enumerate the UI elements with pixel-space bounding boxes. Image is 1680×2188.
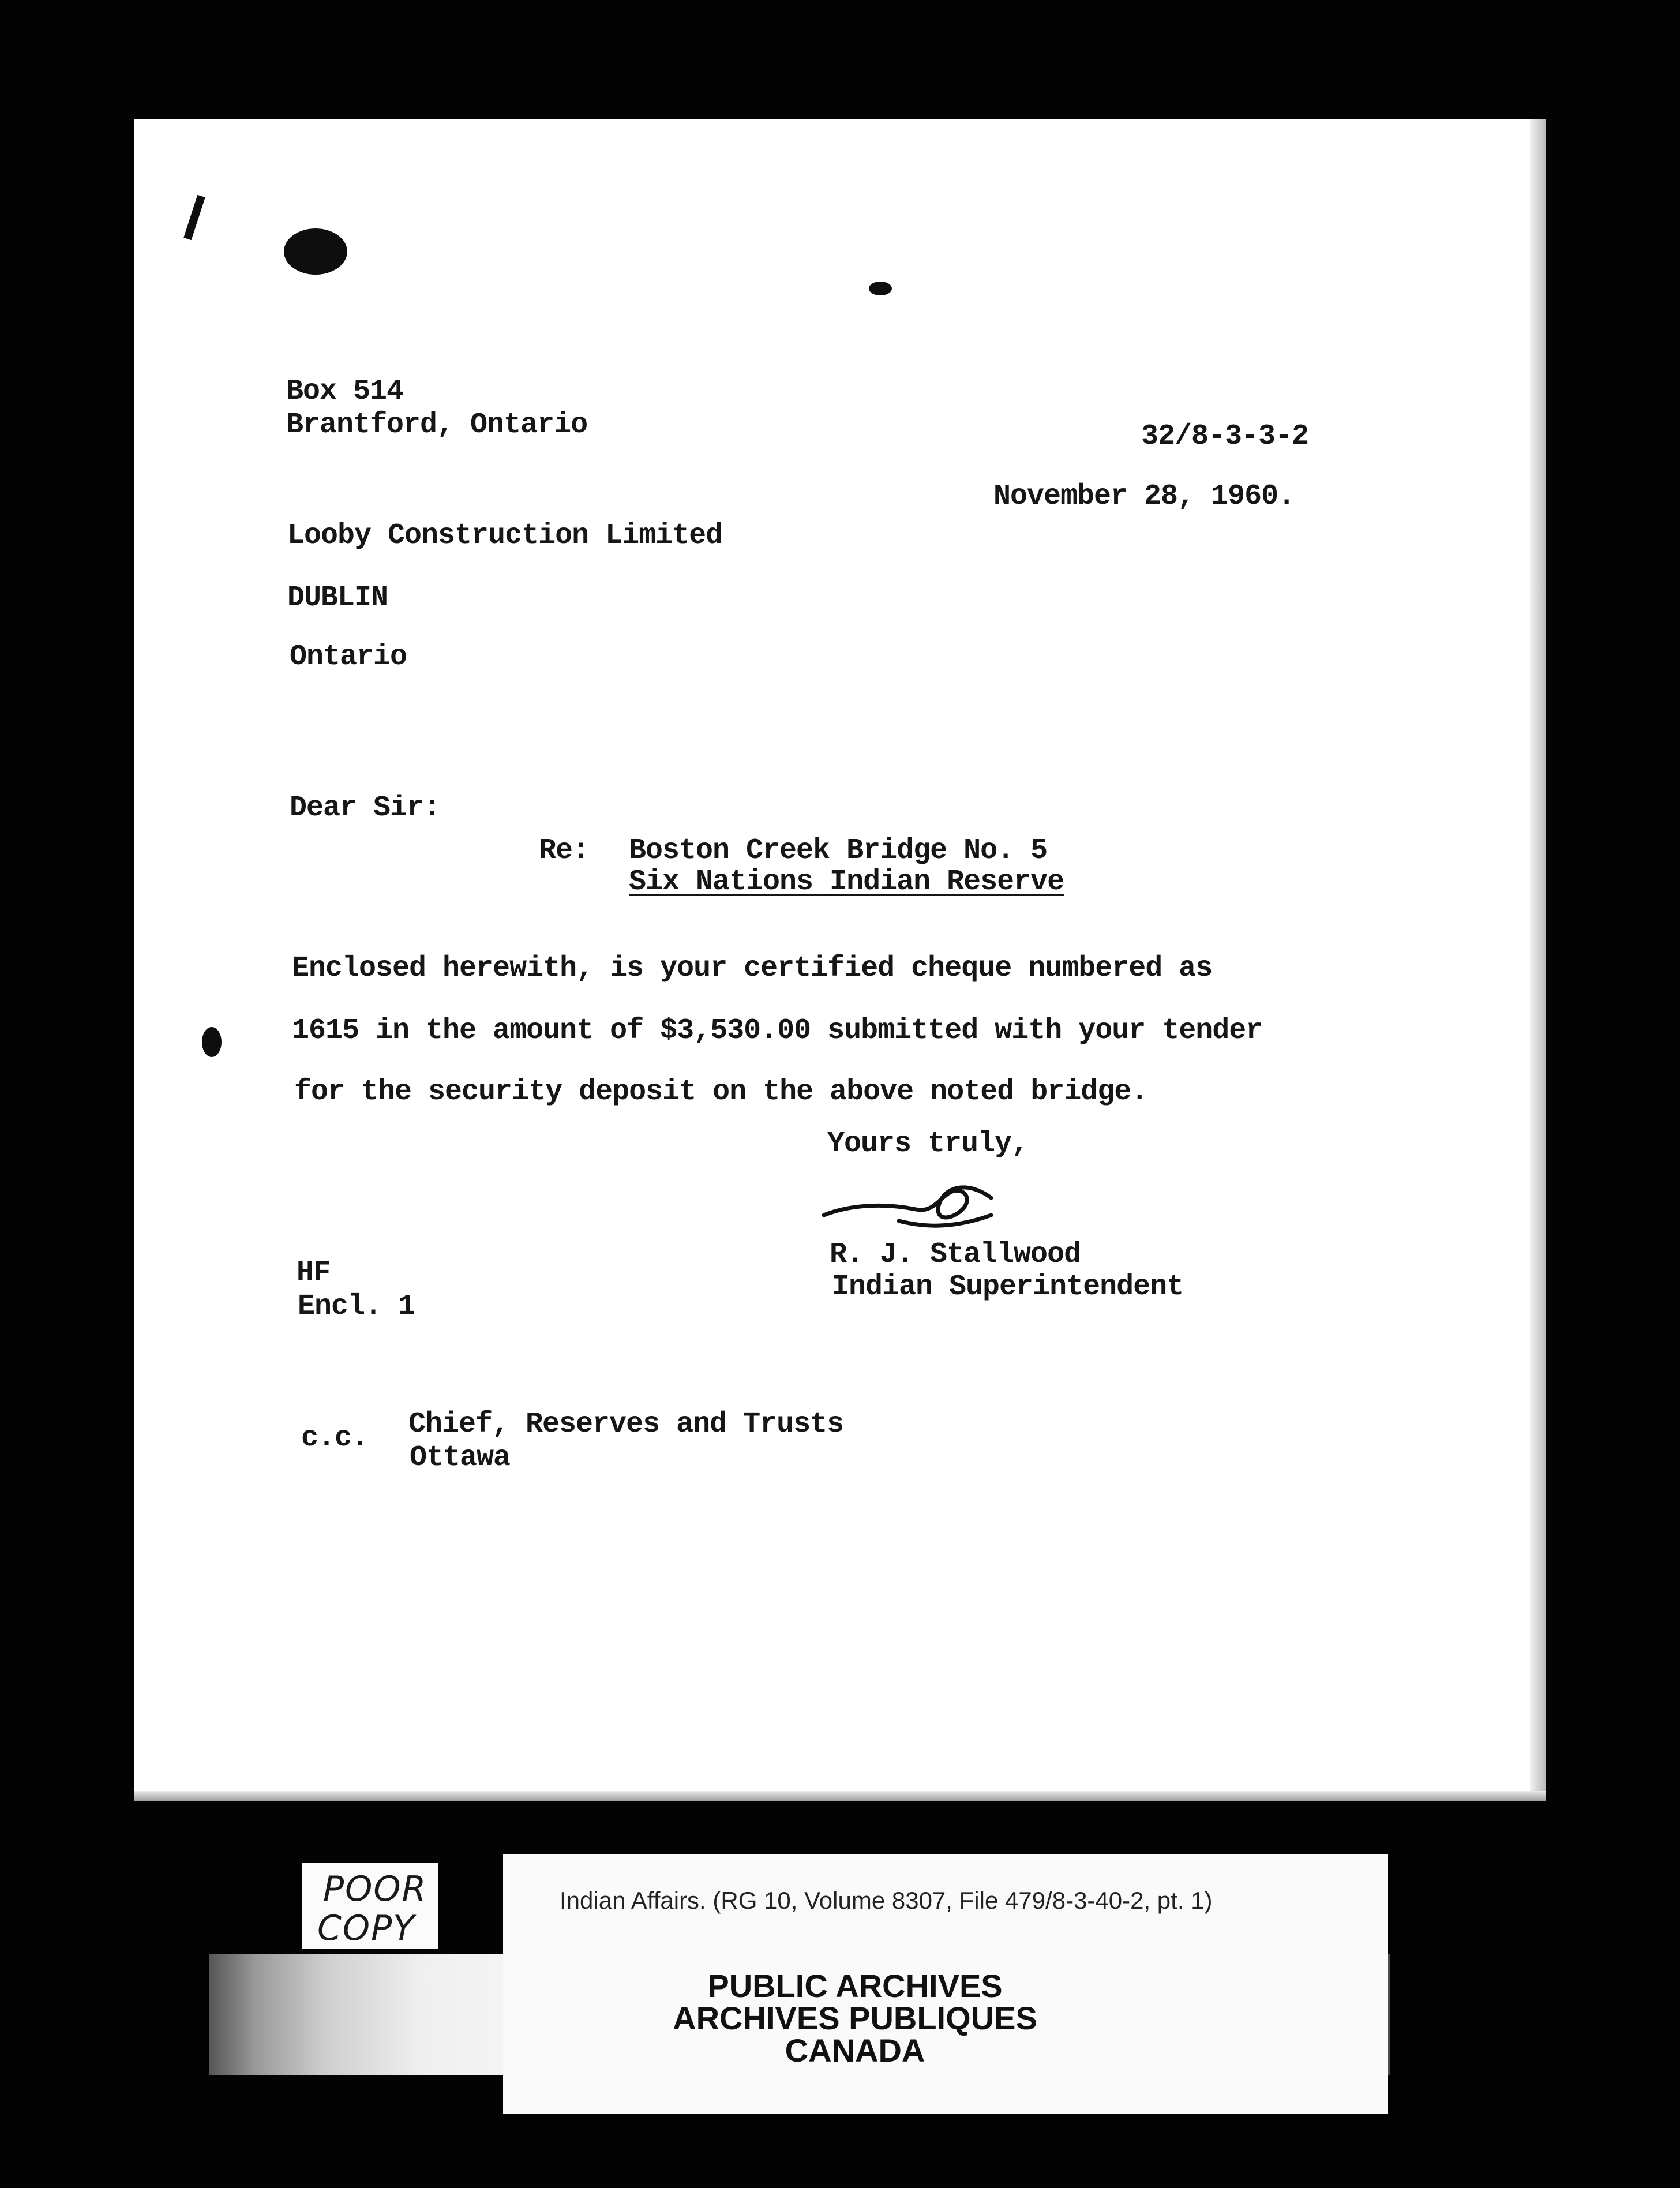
re-label: Re: (539, 834, 590, 867)
return-address-line-1: Box 514 (286, 375, 404, 408)
cc-label: c.c. (301, 1422, 369, 1455)
page-edge-shadow (1530, 119, 1546, 1801)
letter-page (134, 119, 1546, 1801)
signatory-name: R. J. Stallwood (830, 1238, 1081, 1271)
enclosure-note: Encl. 1 (298, 1290, 415, 1323)
signatory-title: Indian Superintendent (832, 1271, 1184, 1303)
file-number: 32/8-3-3-2 (1141, 420, 1309, 453)
archive-stamp-line-2: ARCHIVES PUBLIQUES (673, 2000, 1037, 2036)
archive-stamp-line-1: PUBLIC ARCHIVES (707, 1968, 1003, 2004)
ink-blot-top-left (284, 228, 347, 275)
cc-line-1: Chief, Reserves and Trusts (408, 1408, 844, 1441)
letter-date: November 28, 1960. (993, 480, 1295, 513)
page-bottom-edge (134, 1791, 1546, 1801)
ink-blot-top-center (869, 282, 892, 295)
ink-dot-margin (202, 1027, 222, 1057)
cc-line-2: Ottawa (410, 1441, 511, 1474)
subject-line-2: Six Nations Indian Reserve (629, 866, 1064, 898)
closing: Yours truly, (827, 1127, 1029, 1160)
return-address-line-2: Brantford, Ontario (286, 409, 588, 441)
body-line-1: Enclosed herewith, is your certified cheque numbered as (292, 952, 1213, 985)
body-line-3: for the security deposit on the above noted bridge. (294, 1076, 1148, 1108)
typist-initials: HF (297, 1257, 331, 1290)
signature-mark (818, 1175, 1003, 1238)
recipient-city: DUBLIN (287, 582, 388, 615)
ink-mark-top-left (183, 195, 205, 241)
body-line-2: 1615 in the amount of $3,530.00 submitted with your tender (292, 1014, 1263, 1047)
recipient-province: Ontario (290, 640, 407, 673)
archive-reference: Indian Affairs. (RG 10, Volume 8307, File 479/8-3-40-2, pt. 1) (560, 1887, 1213, 1914)
handwritten-note-line-2: COPY (317, 1908, 415, 1949)
subject-line-1: Boston Creek Bridge No. 5 (629, 834, 1048, 867)
archive-stamp-line-3: CANADA (785, 2032, 925, 2069)
handwritten-note-line-1: POOR (323, 1869, 427, 1909)
recipient-name: Looby Construction Limited (287, 519, 723, 552)
salutation: Dear Sir: (290, 792, 441, 825)
